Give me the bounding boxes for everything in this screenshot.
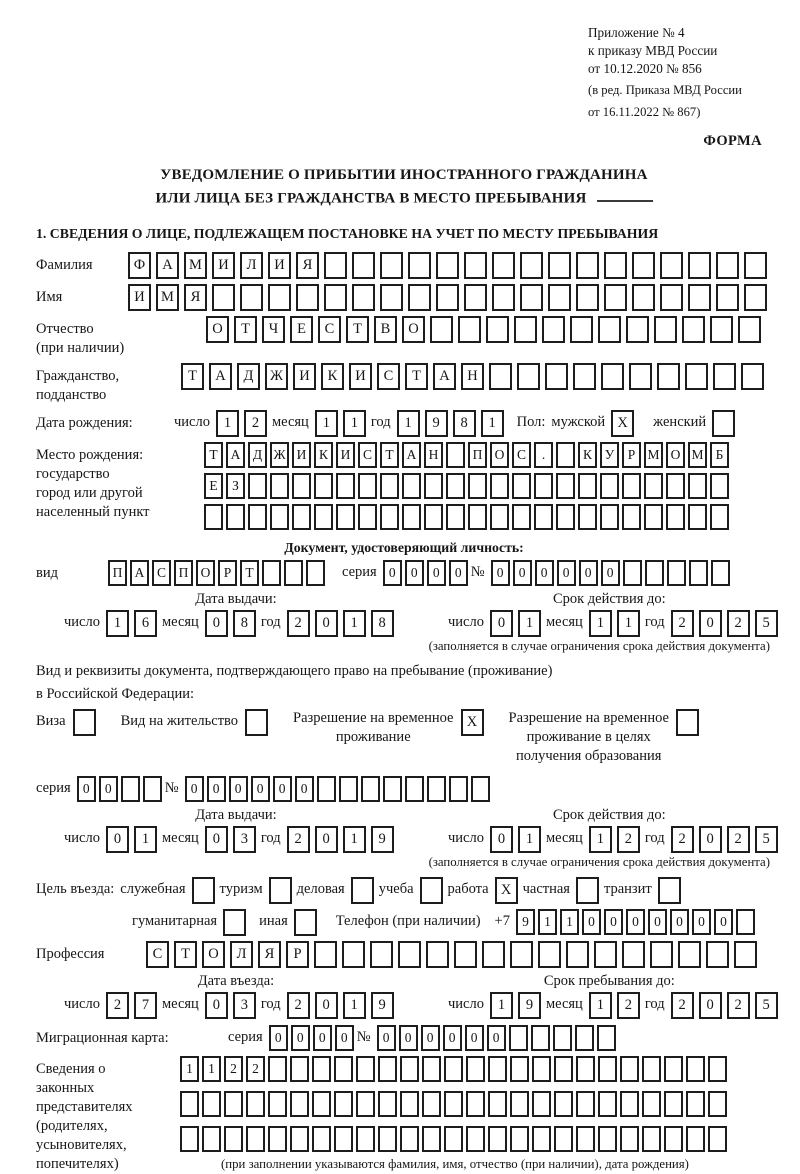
surname-input[interactable]: Ф А М И Л И Я (128, 252, 772, 279)
migration-card-label: Миграционная карта: (36, 1029, 169, 1046)
number-label: № (356, 1028, 371, 1045)
identity-issue-heading: Дата выдачи: (195, 590, 277, 607)
field-identity-doc (36, 560, 772, 586)
patronymic-label-line2: (при наличии) (36, 339, 125, 356)
entry-year[interactable]: 2 0 1 9 (287, 992, 399, 1019)
year-label: год (644, 613, 665, 630)
identity-valid-note: (заполняется в случае ограничения срока действия документа) (428, 638, 770, 653)
field-representatives (36, 1056, 772, 1174)
patronymic-label-line1: Отчество (36, 320, 94, 337)
purpose-other-checkbox[interactable] (294, 909, 322, 936)
stay-until-month[interactable]: 1 2 (589, 992, 645, 1019)
field-patronymic (36, 316, 772, 358)
name-input[interactable]: И М Я (128, 284, 772, 311)
identity-valid-day[interactable]: 0 1 (490, 610, 546, 637)
representatives-rows (180, 1056, 730, 1172)
purpose-work-checkbox[interactable]: X (495, 877, 523, 904)
birth-day-input[interactable]: 1 2 (216, 410, 272, 437)
reference-line: от 10.12.2020 № 856 (588, 60, 702, 76)
phone-prefix: +7 (494, 912, 510, 929)
birthdate-label: Дата рождения: (36, 414, 133, 431)
amendment-line: (в ред. Приказа МВД России (588, 83, 742, 98)
stay-until-heading: Срок пребывания до: (543, 972, 675, 989)
residence-permit-label: Вид на жительство (120, 712, 239, 729)
representatives-label-line: Сведения о (36, 1060, 106, 1077)
temp-residence-label-line1: Разрешение на временное (293, 709, 454, 726)
section1-heading: 1. СВЕДЕНИЯ О ЛИЦЕ, ПОДЛЕЖАЩЕМ ПОСТАНОВКЕ НА УЧЕТ ПО МЕСТУ ПРЕБЫВАНИЯ (36, 225, 659, 241)
representatives-label-line: представителях (36, 1098, 133, 1115)
identity-valid-year[interactable]: 2 0 2 5 (671, 610, 783, 637)
profession-label: Профессия (36, 945, 105, 962)
year-label: год (644, 995, 665, 1012)
birthplace-row3-input[interactable] (204, 504, 732, 530)
reference-block (588, 24, 800, 121)
year-label: год (260, 613, 281, 630)
identity-issue-day[interactable]: 1 6 (106, 610, 162, 637)
month-label: месяц (545, 995, 583, 1012)
resident-issue-year[interactable]: 2 0 1 9 (287, 826, 399, 853)
citizenship-label (36, 363, 181, 405)
entry-month[interactable]: 0 3 (205, 992, 261, 1019)
year-label: год (260, 995, 281, 1012)
reference-line: к приказу МВД России (588, 42, 718, 58)
month-label: месяц (545, 829, 583, 846)
stay-until-group (436, 973, 783, 1019)
year-label: год (260, 829, 281, 846)
patronymic-label (36, 316, 206, 358)
patronymic-input[interactable]: О Т Ч Е С Т В О (206, 316, 766, 343)
resident-issue-day[interactable]: 0 1 (106, 826, 162, 853)
citizenship-input[interactable]: Т А Д Ж И К И С Т А Н (181, 363, 769, 390)
resident-valid-day[interactable]: 0 1 (490, 826, 546, 853)
sex-male-label: мужской (551, 413, 606, 430)
field-birthdate (36, 410, 772, 437)
option-visa (36, 709, 101, 736)
birthplace-rows (204, 442, 732, 535)
month-label: месяц (161, 829, 199, 846)
resident-valid-group (436, 807, 783, 853)
identity-valid-date (448, 610, 783, 637)
birthplace-label-line1: Место рождения: (36, 446, 144, 463)
month-label: месяц (271, 413, 309, 430)
residence-permit-checkbox[interactable] (245, 709, 273, 736)
stay-until-year[interactable]: 2 0 2 5 (671, 992, 783, 1019)
purpose-other-label: иная (259, 912, 288, 929)
birthplace-label (36, 442, 204, 522)
purpose-tourism-label: туризм (219, 880, 263, 897)
identity-kind-input[interactable]: П А С П О Р Т (108, 560, 328, 586)
birth-month-input[interactable]: 1 1 (315, 410, 371, 437)
identity-issue-month[interactable]: 0 8 (205, 610, 261, 637)
form-title-line2-text: ИЛИ ЛИЦА БЕЗ ГРАЖДАНСТВА В МЕСТО ПРЕБЫВАНИЯ (155, 190, 587, 207)
month-label: месяц (161, 613, 199, 630)
edu-residence-label-line2: проживание в целях (526, 728, 651, 745)
visa-label: Виза (36, 712, 66, 729)
identity-issue-group (36, 591, 436, 637)
birth-year-input[interactable]: 1 9 8 1 (397, 410, 509, 437)
sex-label: Пол: (516, 413, 546, 430)
month-label: месяц (545, 613, 583, 630)
purpose-study-checkbox[interactable] (420, 877, 448, 904)
field-profession (36, 941, 772, 968)
day-label: число (174, 413, 210, 430)
resident-valid-heading: Срок действия до: (552, 806, 666, 823)
field-name (36, 284, 772, 311)
birthplace-label-line4: населенный пункт (36, 503, 150, 520)
resident-doc-dates (36, 807, 772, 853)
purpose-work-label: работа (447, 880, 489, 897)
entry-dates (36, 973, 772, 1019)
identity-doc-dates (36, 591, 772, 637)
migration-number-input[interactable]: 0 0 0 0 0 0 (377, 1025, 619, 1051)
day-label: число (64, 613, 100, 630)
resident-series-input[interactable]: 0 0 (77, 776, 165, 802)
purpose-transit-checkbox[interactable] (658, 877, 686, 904)
forma-label: ФОРМА (703, 133, 762, 150)
day-label: число (448, 613, 484, 630)
resident-valid-month[interactable]: 1 2 (589, 826, 645, 853)
purpose-tourism-checkbox[interactable] (269, 877, 297, 904)
surname-label: Фамилия (36, 256, 93, 273)
series-label: серия (228, 1028, 263, 1045)
resident-issue-month[interactable]: 0 3 (205, 826, 261, 853)
entry-date-group (36, 973, 436, 1019)
purpose-humanitarian-label: гуманитарная (132, 912, 218, 929)
representatives-row2-input[interactable] (180, 1091, 730, 1117)
field-surname (36, 252, 772, 279)
option-temp-residence (293, 709, 488, 747)
sex-male-checkbox[interactable]: X (611, 410, 639, 437)
identity-valid-heading: Срок действия до: (552, 590, 666, 607)
purpose-transit-label: транзит (603, 880, 652, 897)
resident-number-input[interactable]: 0 0 0 0 0 0 (185, 776, 493, 802)
representatives-label-line: законных (36, 1079, 95, 1096)
field-resident-series (36, 776, 772, 802)
birthplace-row2-input[interactable]: Е З (204, 473, 732, 499)
identity-issue-year[interactable]: 2 0 1 8 (287, 610, 399, 637)
temp-residence-label-line2: проживание (335, 728, 411, 745)
purpose-label: Цель въезда: (36, 880, 115, 897)
identity-valid-month[interactable]: 1 1 (589, 610, 645, 637)
resident-issue-date (64, 826, 436, 853)
purpose-business-label: деловая (296, 880, 345, 897)
entry-date (64, 992, 436, 1019)
identity-number-input[interactable]: 0 0 0 0 0 0 (491, 560, 733, 586)
stay-until-date (448, 992, 783, 1019)
field-migration-card (36, 1025, 772, 1051)
year-label: год (644, 829, 665, 846)
representatives-label-line: (родителях, (36, 1117, 108, 1134)
resident-doc-intro1: Вид и реквизиты документа, подтверждающего право на пребывание (проживание) (36, 662, 553, 679)
option-residence-permit (121, 709, 273, 736)
field-citizenship (36, 363, 772, 405)
phone-input[interactable]: 9 1 1 0 0 0 0 0 0 0 (516, 909, 758, 935)
field-purpose-row2 (36, 909, 772, 936)
purpose-study-label: учеба (378, 880, 414, 897)
birthplace-row1-input[interactable]: Т А Д Ж И К И С Т А Н П О С . К У Р М О М Б (204, 442, 732, 468)
edu-residence-label-line3: получения образования (516, 747, 662, 764)
identity-series-input[interactable]: 0 0 0 0 (383, 560, 471, 586)
edu-residence-label (509, 709, 669, 766)
sex-female-label: женский (653, 413, 707, 430)
identity-kind-label: вид (36, 564, 58, 581)
day-label: число (64, 829, 100, 846)
resident-issue-group (36, 807, 436, 853)
resident-valid-date (448, 826, 783, 853)
number-label: № (470, 563, 485, 580)
representatives-row1-input[interactable]: 1 1 2 2 (180, 1056, 730, 1082)
phone-label: Телефон (при наличии) (335, 912, 481, 929)
name-label: Имя (36, 288, 63, 305)
visa-checkbox[interactable] (73, 709, 101, 736)
identity-valid-group (436, 591, 783, 637)
title-blank-line (597, 187, 653, 203)
birthplace-label-line3: город или другой (36, 484, 143, 501)
citizenship-label-line2: подданство (36, 386, 107, 403)
citizenship-label-line1: Гражданство, (36, 367, 120, 384)
representatives-label-line: усыновителях, (36, 1136, 127, 1153)
purpose-official-checkbox[interactable] (192, 877, 220, 904)
day-label: число (448, 829, 484, 846)
edu-residence-checkbox[interactable] (676, 709, 704, 736)
purpose-business-checkbox[interactable] (351, 877, 379, 904)
resident-doc-intro2: в Российской Федерации: (36, 685, 195, 702)
year-label: год (370, 413, 391, 430)
purpose-private-label: частная (522, 880, 570, 897)
month-label: месяц (161, 995, 199, 1012)
purpose-humanitarian-checkbox[interactable] (223, 909, 251, 936)
option-edu-residence (509, 709, 704, 766)
representatives-row3-input[interactable] (180, 1126, 730, 1152)
identity-issue-date (64, 610, 436, 637)
birthplace-label-line2: государство (36, 465, 110, 482)
representatives-label-line: попечителях) (36, 1155, 119, 1172)
purpose-private-checkbox[interactable] (576, 877, 604, 904)
form-title-line2 (36, 187, 772, 210)
representatives-label (36, 1056, 180, 1174)
stay-until-day[interactable]: 1 9 (490, 992, 546, 1019)
sex-female-checkbox[interactable] (712, 410, 740, 437)
series-label: серия (342, 563, 377, 580)
temp-residence-checkbox[interactable]: X (461, 709, 489, 736)
resident-doc-options (36, 709, 772, 766)
entry-date-heading: Дата въезда: (197, 972, 275, 989)
profession-input[interactable]: С Т О Л Я Р (146, 941, 762, 968)
reference-line: Приложение № 4 (588, 25, 685, 40)
form-title-line1: УВЕДОМЛЕНИЕ О ПРИБЫТИИ ИНОСТРАННОГО ГРАЖДАНИНА (160, 167, 648, 184)
amendment-line: от 16.11.2022 № 867) (588, 105, 701, 120)
day-label: число (64, 995, 100, 1012)
entry-day[interactable]: 2 7 (106, 992, 162, 1019)
resident-valid-year[interactable]: 2 0 2 5 (671, 826, 783, 853)
resident-issue-heading: Дата выдачи: (195, 806, 277, 823)
resident-valid-note: (заполняется в случае ограничения срока действия документа) (428, 854, 770, 869)
series-label: серия (36, 779, 71, 796)
migration-series-input[interactable]: 0 0 0 0 (269, 1025, 357, 1051)
field-purpose (36, 877, 772, 904)
identity-doc-heading: Документ, удостоверяющий личность: (284, 539, 524, 555)
temp-residence-label (293, 709, 453, 747)
field-birthplace (36, 442, 772, 535)
edu-residence-label-line1: Разрешение на временное (508, 709, 669, 726)
purpose-official-label: служебная (120, 880, 186, 897)
representatives-note: (при заполнении указываются фамилия, имя, отчество (при наличии), дата рождения) (221, 1156, 689, 1171)
form-title (36, 164, 772, 210)
number-label: № (164, 779, 179, 796)
day-label: число (448, 995, 484, 1012)
